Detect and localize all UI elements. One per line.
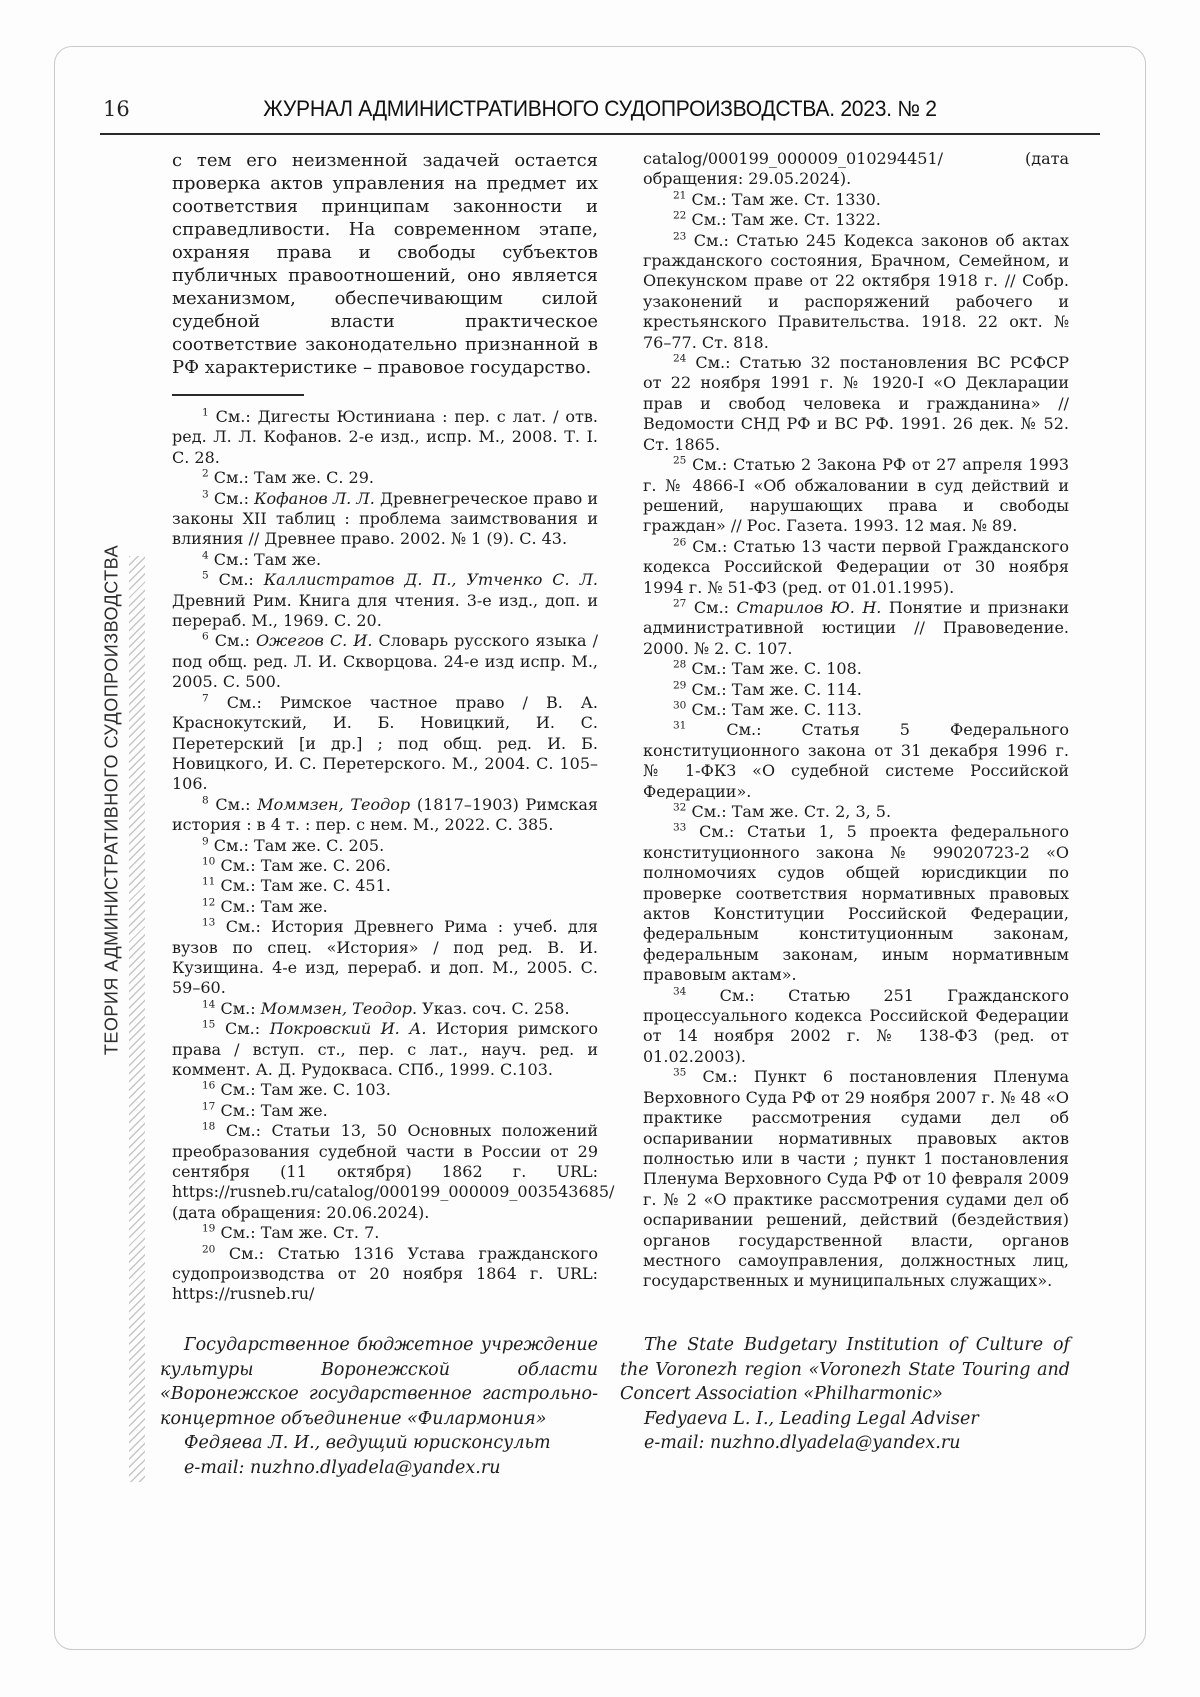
left-column — [172, 149, 615, 1305]
header-rule — [100, 133, 1100, 135]
footnote-31: $^{31}$ См.: Статья 5 Федерального конституционного закона от 31 декабря 1996 г. № 1-ФКЗ «О судебной системе Российской Федерации». — [643, 720, 1069, 801]
footnote-8: $^8$ См.: Моммзен, Теодор (1817–1903) Римская история : в 4 т. : пер. с нем. М., 2022. С. 385. — [172, 794, 598, 835]
footnote-number: 11 — [202, 876, 216, 889]
footnote-number: 34 — [673, 985, 687, 998]
footnote-number: 5 — [202, 569, 209, 582]
affiliation-russian — [160, 1333, 598, 1480]
affiliation-english — [620, 1333, 1070, 1456]
footnote-number: 18 — [202, 1120, 216, 1133]
footnote-number: 25 — [673, 454, 687, 467]
footnote-15: $^{15}$ См.: Покровский И. А. История римского права / вступ. ст., пер. с лат., науч. ред. и коммент. А. Д. Рудокваса. СПб., 1999. С.103. — [172, 1018, 599, 1079]
footnote-5: $^5$ См.: Каллистратов Д. П., Утченко С. Л. Древний Рим. Книга для чтения. 3-е изд., доп. и перераб. М., 1969. С. 20. — [172, 569, 599, 631]
footnote-12: $^{12}$ См.: Там же. — [202, 896, 328, 916]
footnote-25: $^{25}$ См.: Статью 2 Закона РФ от 27 апреля 1993 г. № 4866-I «Об обжаловании в суд действий и решений, нарушающих права и свободы граждан» // Рос. Газета. 1993. 12 мая. № 89. — [643, 454, 1069, 536]
footnote-number: 23 — [673, 230, 687, 243]
footnote-13: $^{13}$ См.: История Древнего Рима : учеб. для вузов по спец. «История» / под ред. В. И. Кузищина. 4-е изд, перераб. и доп. М., 2005. С. 59–60. — [172, 916, 599, 998]
affiliation-person-ru: Федяева Л. И., ведущий юрисконсульт — [184, 1433, 551, 1453]
footnote-number: 6 — [202, 631, 209, 644]
footnote-number: 16 — [202, 1080, 216, 1093]
footnote-number: 20 — [202, 1243, 216, 1256]
footnote-number: 32 — [673, 801, 687, 814]
journal-running-title: ЖУРНАЛ АДМИНИСТРАТИВНОГО СУДОПРОИЗВОДСТВА. 2023. № 2 — [263, 96, 937, 121]
footnote-number: 14 — [202, 998, 216, 1011]
footnote-number: 31 — [673, 720, 687, 733]
footnote-21: $^{21}$ См.: Там же. Ст. 1330. — [673, 189, 881, 209]
footnote-number: 24 — [673, 352, 687, 365]
footnote-18: $^{18}$ См.: Статьи 13, 50 Основных положений преобразования судебной части в России от 29 сентября (11 октября) 1862 г. URL: https://rusneb.ru/catalog/000199_000009_003543685/ (дата обращения: 20.06.2024). — [172, 1120, 615, 1222]
footnote-20-continuation: catalog/000199_000009_010294451/ (дата обращения: 29.05.2024). — [643, 149, 1069, 189]
footnote-32: $^{32}$ См.: Там же. Ст. 2, 3, 5. — [673, 801, 892, 821]
page-number: 16 — [103, 97, 130, 121]
footnote-number: 27 — [673, 597, 687, 610]
footnote-11: $^{11}$ См.: Там же. С. 451. — [202, 876, 391, 896]
footnote-number: 13 — [202, 916, 216, 929]
footnote-number: 29 — [673, 679, 687, 692]
footnote-30: $^{30}$ См.: Там же. С. 113. — [673, 699, 862, 719]
footnote-number: 22 — [673, 209, 687, 222]
section-vertical-label: ТЕОРИЯ АДМИНИСТРАТИВНОГО СУДОПРОИЗВОДСТВА — [101, 544, 122, 1056]
article-body-paragraph: с тем его неизменной задачей остается проверка актов управления на предмет их соответствия принципам законности и справедливости. На современном этапе, охраняя права и свободы субъектов публичных правоотношений, оно является механизмом, обеспечивающим силой судебной власти практическое соответствие законодательно признанной в РФ характеристике – правовое государство. — [172, 150, 598, 378]
footnote-number: 2 — [202, 467, 209, 480]
footnote-28: $^{28}$ См.: Там же. С. 108. — [673, 658, 862, 679]
footnote-number: 28 — [673, 658, 687, 671]
footnote-35: $^{35}$ См.: Пункт 6 постановления Пленума Верховного Суда РФ от 29 ноября 2007 г. № 48 «О практике рассмотрения судами дел об оспаривании нормативных правовых актов полностью или в части ; пункт 1 постановления Пленума Верховного Суда РФ от 10 февраля 2009 г. № 2 «О практике рассмотрения судами дел об оспаривании решений, действий (бездействия) органов государственной власти, органов местного самоуправления, должностных лиц, государственных и муниципальных служащих». — [643, 1066, 1069, 1291]
footnote-9: $^9$ См.: Там же. С. 205. — [202, 835, 385, 855]
footnote-number: 9 — [202, 835, 209, 848]
footnote-6: $^6$ См.: Ожегов С. И. Словарь русского языка / под общ. ред. Л. И. Скворцова. 24-е изд испр. М., 2005. С. 500. — [172, 631, 599, 692]
affiliation-person-en: Fedyaeva L. I., Leading Legal Adviser — [644, 1408, 979, 1429]
footnotes-left — [172, 406, 615, 1305]
footnote-14: $^{14}$ См.: Моммзен, Теодор. Указ. соч. С. 258. — [202, 998, 570, 1018]
footnotes-right — [643, 190, 1069, 1292]
footnote-10: $^{10}$ См.: Там же. С. 206. — [202, 855, 391, 875]
footnote-34: $^{34}$ См.: Статью 251 Гражданского процессуального кодекса Российской Федерации от 14 ноября 2002 г. № 138-ФЗ (ред. от 01.02.2003). — [643, 985, 1069, 1066]
footnote-number: 15 — [202, 1018, 216, 1031]
decorative-hatch-strip — [129, 556, 145, 1482]
footnote-4: $^4$ См.: Там же. — [202, 549, 322, 569]
footnote-22: $^{22}$ См.: Там же. Ст. 1322. — [673, 209, 881, 230]
footnote-17: $^{17}$ См.: Там же. — [202, 1100, 328, 1120]
affiliation-email-en: e-mail: nuzhno.dlyadela@yandex.ru — [644, 1433, 961, 1453]
footnote-number: 21 — [673, 189, 687, 202]
footnote-24: $^{24}$ См.: Статью 32 постановления ВС РСФСР от 22 ноября 1991 г. № 1920-I «О Декларации прав и свобод человека и гражданина» // Ведомости СНД РФ и ВС РФ. 1991. 26 дек. № 52. Ст. 1865. — [643, 352, 1069, 454]
footnote-number: 3 — [202, 488, 209, 501]
footnote-19: $^{19}$ См.: Там же. Ст. 7. — [202, 1222, 380, 1243]
footnote-23: $^{23}$ См.: Статью 245 Кодекса законов об актах гражданского состояния, Брачном, Семейном, и Опекунском праве от 22 октября 1918 г. // Собр. узаконений и распоряжений рабочего и крестьянского Правительства. 1918. 22 окт. № 76–77. Ст. 818. — [643, 230, 1069, 352]
footnote-number: 1 — [202, 406, 209, 419]
footnote-number: 4 — [202, 549, 209, 562]
footnote-number: 33 — [673, 822, 687, 835]
footnote-26: $^{26}$ См.: Статью 13 части первой Гражданского кодекса Российской Федерации от 30 ноября 1994 г. № 51-ФЗ (ред. от 01.01.1995). — [643, 536, 1069, 597]
footnote-33: $^{33}$ См.: Статьи 1, 5 проекта федерального конституционного закона № 99020723-2 «О полномочиях судов общей юрисдикции по проверке соответствия нормативных правовых актов Конституции Российской Федерации, федеральным конституционным законам, федеральным законам, иным нормативным правовым актам». — [643, 822, 1069, 985]
footnote-7: $^7$ См.: Римское частное право / В. А. Краснокутский, И. Б. Новицкий, И. С. Перетерский [и др.] ; под общ. ред. И. Б. Новицкого, И. С. Перетерского. М., 2004. С. 105–106. — [172, 692, 598, 794]
footnote-number: 8 — [202, 794, 209, 807]
footnote-1: $^1$ См.: Дигесты Юстиниана : пер. с лат. / отв. ред. Л. Л. Кофанов. 2-е изд., испр. М., 2008. Т. I. С. 28. — [172, 406, 598, 467]
footnote-number: 35 — [673, 1066, 687, 1079]
footnote-number: 19 — [202, 1222, 216, 1235]
affiliation-organization-ru: Государственное бюджетное учреждение культуры Воронежской области «Воронежское государственное гастрольно-концертное объединение «Филармония» — [160, 1335, 598, 1429]
footnote-number: 30 — [673, 699, 687, 712]
footnote-separator — [172, 394, 304, 396]
footnote-3: $^3$ См.: Кофанов Л. Л. Древнегреческое право и законы XII таблиц : проблема заимствования и влияния // Древнее право. 2002. № 1 (9). С. 43. — [172, 488, 599, 549]
footnote-number: 10 — [202, 855, 216, 868]
footnote-16: $^{16}$ См.: Там же. С. 103. — [202, 1080, 391, 1100]
footnote-2: $^2$ См.: Там же. С. 29. — [202, 467, 374, 488]
footnote-number: 7 — [202, 692, 209, 705]
affiliation-organization-en: The State Budgetary Institution of Culture of the Voronezh region «Voronezh State Touring and Concert Association «Philharmonic» — [620, 1335, 1070, 1404]
footnote-number: 26 — [673, 536, 687, 549]
footnote-number: 12 — [202, 896, 216, 909]
footnote-29: $^{29}$ См.: Там же. С. 114. — [673, 679, 862, 699]
footnote-27: $^{27}$ См.: Старилов Ю. Н. Понятие и признаки административной юстиции // Правоведение. 2000. № 2. С. 107. — [643, 597, 1070, 658]
footnote-number: 17 — [202, 1100, 216, 1113]
right-column — [643, 149, 1069, 1292]
footnote-20: $^{20}$ См.: Статью 1316 Устава гражданского судопроизводства от 20 ноября 1864 г. URL: https://rusneb.ru/ — [172, 1243, 599, 1304]
affiliation-email-ru: e-mail: nuzhno.dlyadela@yandex.ru — [184, 1457, 501, 1478]
